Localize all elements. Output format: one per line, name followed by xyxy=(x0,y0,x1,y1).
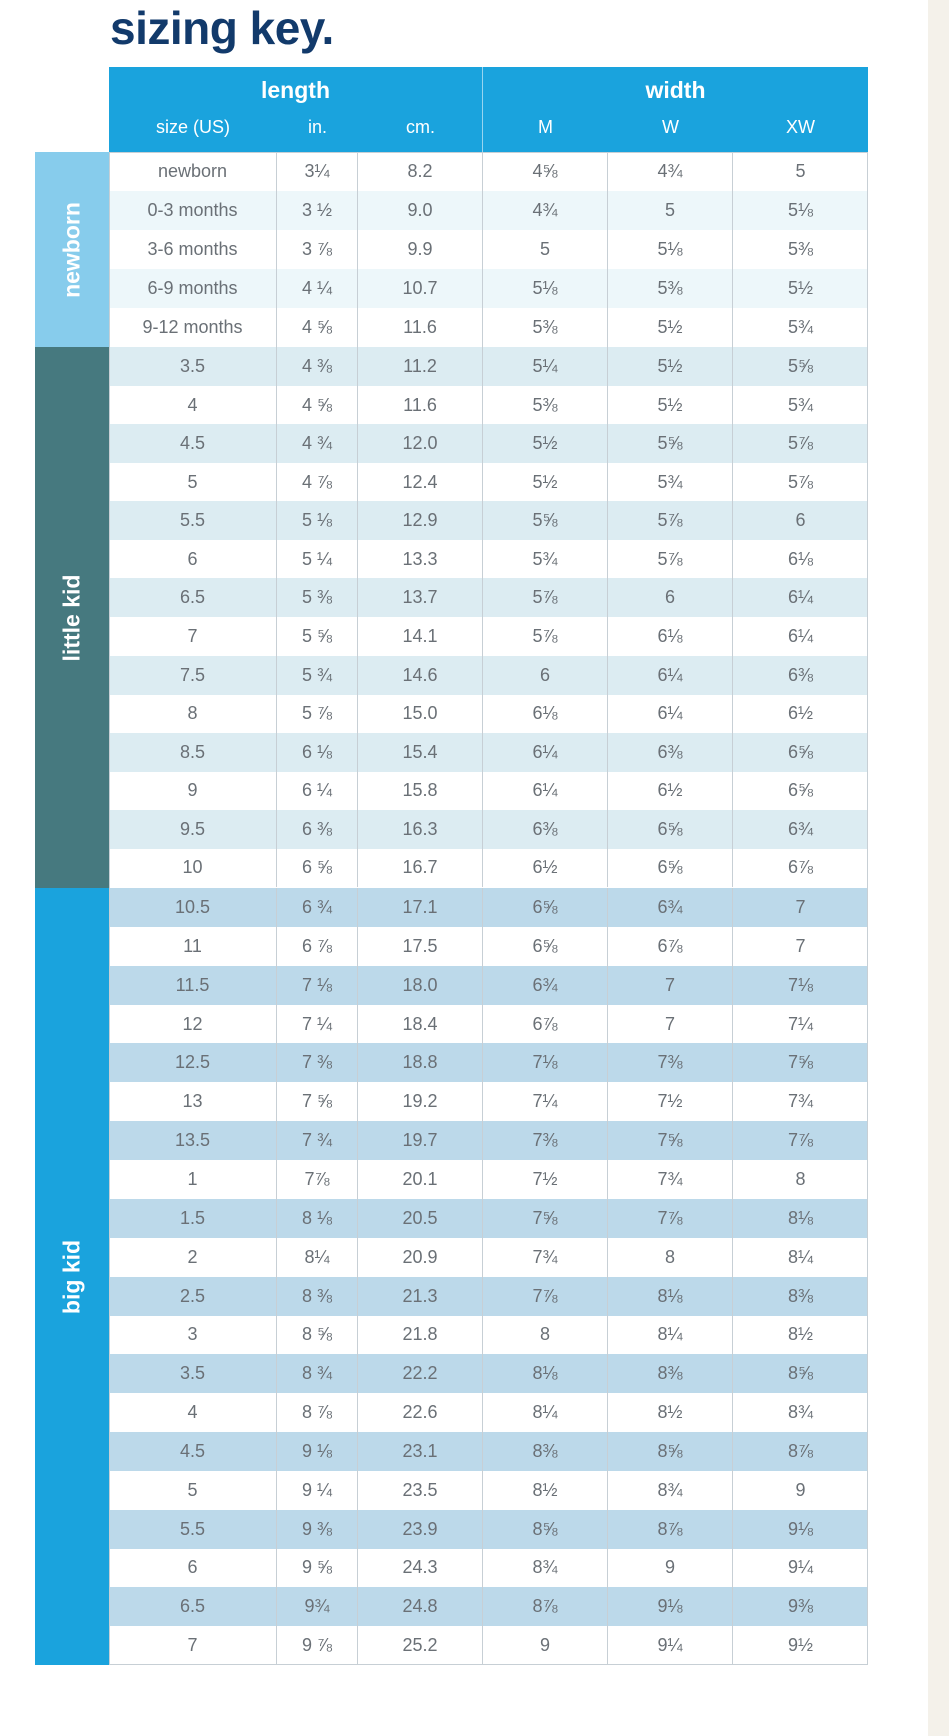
cell-m: 9 xyxy=(483,1626,608,1665)
cell-size: 9 xyxy=(109,771,277,810)
cell-cm: 20.9 xyxy=(358,1238,483,1277)
cell-size: 11.5 xyxy=(109,966,277,1005)
cell-size: 9.5 xyxy=(109,810,277,849)
cell-cm: 12.0 xyxy=(358,424,483,463)
cell-m: 7⅞ xyxy=(483,1277,608,1316)
table-row-little-kid xyxy=(109,810,868,849)
cell-size: 13 xyxy=(109,1082,277,1121)
cell-w: 5⅝ xyxy=(608,424,733,463)
right-edge-strip xyxy=(928,0,949,1736)
cell-m: 7⅜ xyxy=(483,1121,608,1160)
cell-xw: 7⅞ xyxy=(787,1130,814,1151)
cell-m: 6¼ xyxy=(483,771,608,810)
table-row-big-kid xyxy=(109,927,868,966)
cell-inches: 4 ⅝ xyxy=(277,386,358,425)
table-row-newborn xyxy=(109,269,868,308)
cell-size: 3.5 xyxy=(109,1354,277,1393)
column-header-m: M xyxy=(538,117,553,137)
cell-size: 2.5 xyxy=(109,1277,277,1316)
cell-xw: 8⅛ xyxy=(787,1207,814,1228)
cell-cm: 15.0 xyxy=(358,694,483,733)
cell-size: 7 xyxy=(109,1626,277,1665)
cell-cm: 11.6 xyxy=(358,308,483,347)
cell-w: 8 xyxy=(608,1238,733,1277)
column-header-xw: XW xyxy=(786,117,815,137)
cell-size: 12.5 xyxy=(109,1043,277,1082)
cell-cm: 12.9 xyxy=(358,501,483,540)
cell-xw: 9⅛ xyxy=(787,1518,814,1539)
cell-inches: 7 ⅛ xyxy=(277,966,358,1005)
cell-cm: 8.2 xyxy=(358,152,483,191)
cell-m: 8¼ xyxy=(483,1393,608,1432)
cell-inches: 7 ⅝ xyxy=(277,1082,358,1121)
column-header-size: size (US) xyxy=(155,117,230,137)
cell-m: 5⅜ xyxy=(483,308,608,347)
cell-cm: 16.7 xyxy=(358,848,483,887)
cell-cm: 17.5 xyxy=(358,927,483,966)
table-row-little-kid xyxy=(109,733,868,772)
column-header-inches: in. xyxy=(307,117,327,137)
cell-inches: 9 ⅜ xyxy=(277,1510,358,1549)
cell-cm: 20.5 xyxy=(358,1199,483,1238)
table-row-newborn xyxy=(109,191,868,230)
cell-xw: 6⅝ xyxy=(787,741,814,762)
cell-size: 13.5 xyxy=(109,1121,277,1160)
cell-cm: 16.3 xyxy=(358,810,483,849)
cell-m: 8⅜ xyxy=(483,1432,608,1471)
cell-inches: 8¼ xyxy=(277,1238,358,1277)
cell-m: 5⅝ xyxy=(483,501,608,540)
cell-xw: 7 xyxy=(795,935,806,956)
cell-m: 6¾ xyxy=(483,966,608,1005)
cell-size: 10 xyxy=(109,848,277,887)
page-title: sizing key. xyxy=(110,2,334,54)
table-row-little-kid xyxy=(109,463,868,502)
cell-inches: 4 ⅞ xyxy=(277,463,358,502)
cell-inches: 3 ½ xyxy=(277,191,358,230)
cell-cm: 22.2 xyxy=(358,1354,483,1393)
cell-cm: 13.3 xyxy=(358,540,483,579)
cell-size: 4 xyxy=(109,1393,277,1432)
cell-inches: 9 ⅛ xyxy=(277,1432,358,1471)
cell-m: 5¾ xyxy=(483,540,608,579)
cell-xw: 5¾ xyxy=(787,317,814,337)
sidebar-little-kid xyxy=(35,347,109,888)
cell-cm: 24.8 xyxy=(358,1587,483,1626)
cell-inches: 6 ⅝ xyxy=(277,848,358,887)
cell-inches: 6 ⅞ xyxy=(277,927,358,966)
cell-w: 7 xyxy=(608,966,733,1005)
cell-w: 9⅛ xyxy=(608,1587,733,1626)
cell-xw: 6¾ xyxy=(787,818,814,839)
cell-inches: 5 ⅝ xyxy=(277,617,358,656)
cell-w: 7⅞ xyxy=(608,1199,733,1238)
cell-w: 6¼ xyxy=(608,656,733,695)
cell-xw: 5⅛ xyxy=(787,200,814,220)
cell-w: 5 xyxy=(608,191,733,230)
table-row-little-kid xyxy=(109,617,868,656)
cell-xw: 6⅛ xyxy=(787,548,814,569)
sidebar-label-newborn: newborn xyxy=(58,201,85,298)
table-header xyxy=(109,67,868,152)
cell-size: 9-12 months xyxy=(109,308,277,347)
cell-w: 8½ xyxy=(608,1393,733,1432)
table-row-big-kid xyxy=(109,1510,868,1549)
cell-m: 5⅛ xyxy=(483,269,608,308)
table-row-big-kid xyxy=(109,1626,868,1665)
cell-xw: 7¼ xyxy=(787,1013,814,1034)
table-row-big-kid xyxy=(109,966,868,1005)
cell-xw: 6¼ xyxy=(787,587,814,608)
cell-size: 8 xyxy=(109,694,277,733)
cell-w: 6⅞ xyxy=(608,927,733,966)
table-row-big-kid xyxy=(109,1432,868,1471)
cell-inches: 8 ⅛ xyxy=(277,1199,358,1238)
cell-w: 6 xyxy=(608,578,733,617)
cell-cm: 15.8 xyxy=(358,771,483,810)
table-row-little-kid xyxy=(109,501,868,540)
cell-xw: 6½ xyxy=(787,703,814,724)
cell-inches: 4 ¼ xyxy=(277,269,358,308)
cell-w: 6½ xyxy=(608,771,733,810)
cell-m: 8¾ xyxy=(483,1548,608,1587)
cell-w: 6⅜ xyxy=(608,733,733,772)
cell-w: 7⅜ xyxy=(608,1043,733,1082)
cell-cm: 10.7 xyxy=(358,269,483,308)
cell-m: 5 xyxy=(483,230,608,269)
cell-size: 2 xyxy=(109,1238,277,1277)
cell-w: 6¾ xyxy=(608,888,733,927)
cell-xw: 8½ xyxy=(787,1324,814,1345)
table-row-big-kid xyxy=(109,1199,868,1238)
width-group-header: width xyxy=(645,77,706,103)
cell-xw: 9½ xyxy=(787,1635,814,1656)
table-row-big-kid xyxy=(109,1160,868,1199)
cell-xw: 7 xyxy=(795,897,806,917)
cell-inches: 5 ¼ xyxy=(277,540,358,579)
cell-xw: 8 xyxy=(795,1168,806,1189)
cell-size: 5.5 xyxy=(109,501,277,540)
cell-m: 8⅝ xyxy=(483,1510,608,1549)
cell-xw: 5¾ xyxy=(787,394,814,415)
table-row-little-kid xyxy=(109,578,868,617)
cell-m: 4⅝ xyxy=(483,152,608,191)
table-row-big-kid xyxy=(109,1315,868,1354)
cell-cm: 24.3 xyxy=(358,1548,483,1587)
cell-size: 3 xyxy=(109,1315,277,1354)
cell-size: 6-9 months xyxy=(109,269,277,308)
cell-inches: 5 ⅞ xyxy=(277,694,358,733)
cell-cm: 18.8 xyxy=(358,1043,483,1082)
table-row-big-kid xyxy=(109,1121,868,1160)
cell-cm: 21.8 xyxy=(358,1315,483,1354)
cell-size: 5 xyxy=(109,463,277,502)
cell-w: 5½ xyxy=(608,308,733,347)
cell-inches: 7 ¼ xyxy=(277,1005,358,1044)
cell-m: 7¼ xyxy=(483,1082,608,1121)
cell-inches: 3 ⅞ xyxy=(277,230,358,269)
table-row-big-kid xyxy=(109,1354,868,1393)
sidebar-newborn xyxy=(35,152,109,347)
length-group-header: length xyxy=(261,77,330,103)
cell-w: 5½ xyxy=(608,386,733,425)
cell-cm: 25.2 xyxy=(358,1626,483,1665)
cell-w: 8⅛ xyxy=(608,1277,733,1316)
cell-m: 5¼ xyxy=(483,347,608,386)
cell-inches: 7 ⅜ xyxy=(277,1043,358,1082)
cell-xw: 6¼ xyxy=(787,625,814,646)
cell-w: 5½ xyxy=(608,347,733,386)
cell-m: 6⅝ xyxy=(483,927,608,966)
table-row-little-kid xyxy=(109,694,868,733)
cell-m: 5½ xyxy=(483,463,608,502)
cell-inches: 4 ⅜ xyxy=(277,347,358,386)
table-row-little-kid xyxy=(109,771,868,810)
cell-w: 7¾ xyxy=(608,1160,733,1199)
table-row-big-kid xyxy=(109,1082,868,1121)
cell-cm: 19.2 xyxy=(358,1082,483,1121)
cell-w: 5¾ xyxy=(608,463,733,502)
cell-xw: 8⅜ xyxy=(787,1285,814,1306)
cell-xw: 5⅞ xyxy=(787,471,814,492)
cell-w: 9 xyxy=(608,1548,733,1587)
table-row-big-kid xyxy=(109,1587,868,1626)
sidebar-label-big-kid: big kid xyxy=(58,1239,85,1314)
cell-cm: 20.1 xyxy=(358,1160,483,1199)
sidebar-big-kid xyxy=(35,888,109,1665)
cell-size: 7.5 xyxy=(109,656,277,695)
cell-m: 7½ xyxy=(483,1160,608,1199)
cell-m: 6⅜ xyxy=(483,810,608,849)
cell-size: 3-6 months xyxy=(109,230,277,269)
cell-inches: 8 ⅝ xyxy=(277,1315,358,1354)
table-row-newborn xyxy=(109,152,868,191)
cell-cm: 22.6 xyxy=(358,1393,483,1432)
cell-w: 8⅜ xyxy=(608,1354,733,1393)
cell-inches: 7⅞ xyxy=(277,1160,358,1199)
table-row-big-kid xyxy=(109,1277,868,1316)
table-row-little-kid xyxy=(109,386,868,425)
cell-cm: 23.5 xyxy=(358,1471,483,1510)
cell-m: 7¾ xyxy=(483,1238,608,1277)
table-row-big-kid xyxy=(109,1548,868,1587)
cell-inches: 5 ⅛ xyxy=(277,501,358,540)
cell-inches: 6 ¾ xyxy=(277,888,358,927)
table-row-little-kid xyxy=(109,848,868,887)
cell-cm: 9.0 xyxy=(358,191,483,230)
cell-w: 5⅞ xyxy=(608,540,733,579)
cell-w: 6⅝ xyxy=(608,848,733,887)
cell-xw: 6⅝ xyxy=(787,780,814,801)
table-row-little-kid xyxy=(109,540,868,579)
cell-m: 8⅛ xyxy=(483,1354,608,1393)
cell-m: 6⅝ xyxy=(483,888,608,927)
cell-size: newborn xyxy=(109,152,277,191)
cell-inches: 4 ¾ xyxy=(277,424,358,463)
cell-m: 7⅝ xyxy=(483,1199,608,1238)
cell-inches: 7 ¾ xyxy=(277,1121,358,1160)
cell-xw: 9⅜ xyxy=(787,1596,814,1617)
table-row-little-kid xyxy=(109,347,868,386)
column-header-w: W xyxy=(662,117,679,137)
cell-m: 6¼ xyxy=(483,733,608,772)
cell-size: 12 xyxy=(109,1005,277,1044)
table-row-newborn xyxy=(109,308,868,347)
table-row-little-kid xyxy=(109,656,868,695)
cell-w: 8¼ xyxy=(608,1315,733,1354)
cell-w: 8⅞ xyxy=(608,1510,733,1549)
cell-inches: 6 ¼ xyxy=(277,771,358,810)
cell-cm: 11.2 xyxy=(358,347,483,386)
cell-cm: 17.1 xyxy=(358,888,483,927)
cell-xw: 9 xyxy=(795,1479,806,1500)
cell-w: 4¾ xyxy=(608,152,733,191)
cell-size: 5 xyxy=(109,1471,277,1510)
cell-w: 6⅝ xyxy=(608,810,733,849)
cell-m: 4¾ xyxy=(483,191,608,230)
cell-cm: 11.6 xyxy=(358,386,483,425)
cell-xw: 5⅝ xyxy=(787,356,814,376)
cell-m: 8 xyxy=(483,1315,608,1354)
cell-w: 8¾ xyxy=(608,1471,733,1510)
cell-w: 9¼ xyxy=(608,1626,733,1665)
cell-xw: 5⅞ xyxy=(787,433,814,454)
cell-cm: 23.1 xyxy=(358,1432,483,1471)
cell-xw: 6 xyxy=(795,510,806,531)
cell-xw: 6⅜ xyxy=(787,664,814,685)
cell-size: 6.5 xyxy=(109,1587,277,1626)
cell-xw: 8¾ xyxy=(787,1402,814,1423)
cell-m: 6⅞ xyxy=(483,1005,608,1044)
cell-xw: 8¼ xyxy=(787,1246,814,1267)
table-row-big-kid xyxy=(109,1393,868,1432)
cell-cm: 23.9 xyxy=(358,1510,483,1549)
cell-xw: 7⅝ xyxy=(787,1052,814,1073)
cell-size: 3.5 xyxy=(109,347,277,386)
cell-xw: 5 xyxy=(795,161,806,181)
cell-xw: 8⅞ xyxy=(787,1440,814,1461)
table-row-little-kid xyxy=(109,424,868,463)
cell-m: 5⅜ xyxy=(483,386,608,425)
cell-xw: 8⅝ xyxy=(787,1363,814,1384)
cell-inches: 4 ⅝ xyxy=(277,308,358,347)
cell-size: 4.5 xyxy=(109,424,277,463)
cell-size: 6.5 xyxy=(109,578,277,617)
table-row-big-kid xyxy=(109,888,868,927)
cell-inches: 9 ⅞ xyxy=(277,1626,358,1665)
cell-size: 4.5 xyxy=(109,1432,277,1471)
cell-size: 7 xyxy=(109,617,277,656)
cell-inches: 3¼ xyxy=(277,152,358,191)
cell-size: 0-3 months xyxy=(109,191,277,230)
cell-size: 11 xyxy=(109,927,277,966)
cell-xw: 9¼ xyxy=(787,1557,814,1578)
cell-cm: 14.6 xyxy=(358,656,483,695)
cell-m: 7⅛ xyxy=(483,1043,608,1082)
header-divider xyxy=(482,67,483,152)
cell-size: 4 xyxy=(109,386,277,425)
cell-inches: 8 ¾ xyxy=(277,1354,358,1393)
cell-size: 10.5 xyxy=(109,888,277,927)
cell-w: 7 xyxy=(608,1005,733,1044)
table-row-big-kid xyxy=(109,1005,868,1044)
cell-size: 6 xyxy=(109,540,277,579)
cell-m: 8½ xyxy=(483,1471,608,1510)
cell-xw: 5½ xyxy=(787,278,814,298)
table-row-big-kid xyxy=(109,1471,868,1510)
cell-m: 6⅛ xyxy=(483,694,608,733)
cell-m: 5⅞ xyxy=(483,578,608,617)
table-row-big-kid xyxy=(109,1238,868,1277)
cell-inches: 5 ⅜ xyxy=(277,578,358,617)
cell-inches: 6 ⅛ xyxy=(277,733,358,772)
cell-cm: 18.4 xyxy=(358,1005,483,1044)
cell-size: 5.5 xyxy=(109,1510,277,1549)
cell-cm: 9.9 xyxy=(358,230,483,269)
cell-w: 5⅛ xyxy=(608,230,733,269)
cell-cm: 21.3 xyxy=(358,1277,483,1316)
cell-inches: 5 ¾ xyxy=(277,656,358,695)
cell-w: 5⅞ xyxy=(608,501,733,540)
cell-xw: 5⅜ xyxy=(787,239,814,259)
cell-m: 8⅞ xyxy=(483,1587,608,1626)
cell-m: 5½ xyxy=(483,424,608,463)
cell-cm: 19.7 xyxy=(358,1121,483,1160)
cell-inches: 9 ¼ xyxy=(277,1471,358,1510)
cell-m: 5⅞ xyxy=(483,617,608,656)
column-header-cm: cm. xyxy=(406,117,435,137)
cell-size: 1.5 xyxy=(109,1199,277,1238)
cell-m: 6½ xyxy=(483,848,608,887)
sidebar-label-little-kid: little kid xyxy=(58,574,85,661)
cell-w: 7⅝ xyxy=(608,1121,733,1160)
table-row-newborn xyxy=(109,230,868,269)
cell-size: 6 xyxy=(109,1548,277,1587)
cell-cm: 18.0 xyxy=(358,966,483,1005)
cell-cm: 13.7 xyxy=(358,578,483,617)
cell-xw: 6⅞ xyxy=(787,857,814,878)
cell-size: 1 xyxy=(109,1160,277,1199)
cell-w: 8⅝ xyxy=(608,1432,733,1471)
cell-w: 5⅜ xyxy=(608,269,733,308)
cell-w: 6¼ xyxy=(608,694,733,733)
cell-w: 7½ xyxy=(608,1082,733,1121)
cell-xw: 7⅛ xyxy=(787,974,814,995)
cell-inches: 6 ⅜ xyxy=(277,810,358,849)
cell-inches: 9¾ xyxy=(277,1587,358,1626)
cell-inches: 8 ⅜ xyxy=(277,1277,358,1316)
cell-cm: 14.1 xyxy=(358,617,483,656)
cell-w: 6⅛ xyxy=(608,617,733,656)
cell-cm: 15.4 xyxy=(358,733,483,772)
cell-m: 6 xyxy=(483,656,608,695)
cell-size: 8.5 xyxy=(109,733,277,772)
cell-xw: 7¾ xyxy=(787,1091,814,1112)
cell-inches: 8 ⅞ xyxy=(277,1393,358,1432)
table-row-big-kid xyxy=(109,1043,868,1082)
cell-cm: 12.4 xyxy=(358,463,483,502)
cell-inches: 9 ⅝ xyxy=(277,1548,358,1587)
